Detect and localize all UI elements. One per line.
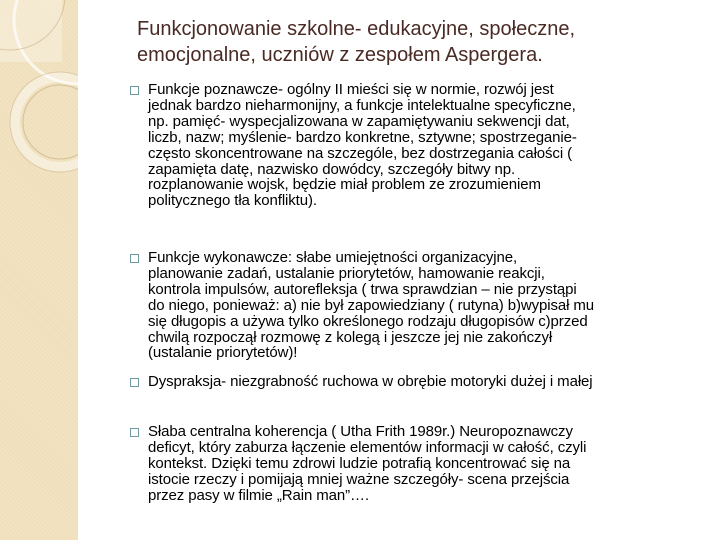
text-line: się długopis a używa tylko określonego rodzaju długopisów c)przed — [148, 312, 588, 330]
text-line: rozplanowanie wojsk, będzie miał problem ze zrozumieniem — [148, 176, 541, 194]
bullet-square-icon — [130, 86, 139, 95]
text-line: istocie rzeczy i pomijają mniej ważne szczegóły- scena przejścia — [148, 470, 570, 488]
bullet-central-coherence — [130, 424, 710, 504]
text-line: Słaba centralna koherencja ( Utha Frith 1989r.) Neuropoznawczy — [148, 423, 573, 440]
text-line: Funkcje wykonawcze: słabe umiejętności organizacyjne, — [148, 249, 518, 266]
text-line: Dyspraksja- niezgrabność ruchowa w obrębie motoryki dużej i małej — [148, 373, 593, 390]
decorative-side-strip — [0, 0, 78, 540]
text-line: chwilą rozpoczął rozmowę z kolegą i jeszcze jej nie zakończył — [148, 328, 553, 346]
bullet-cognitive-functions — [130, 82, 710, 209]
text-line: zapamięta datę, nazwisko dowódcy, szczegóły bitwy np. — [148, 160, 516, 178]
bullet-square-icon — [130, 428, 139, 437]
bullet-executive-functions — [130, 250, 710, 361]
text-line: jednak bardzo nieharmonijny, a funkcje intelektualne specyficzne, — [148, 96, 576, 114]
bullet-dyspraxia — [130, 374, 710, 390]
text-line: przez pasy w filmie „Rain man”…. — [148, 486, 370, 504]
decorative-circles — [0, 0, 78, 540]
slide-title — [137, 16, 707, 68]
text-line: liczb, nazw; myślenie- bardzo konkretne, sztywne; spostrzeganie- — [148, 128, 577, 146]
bullet-square-icon — [130, 378, 139, 387]
text-line: do niego, ponieważ: a) nie był zapowiedziany ( rutyna) b)wypisał mu — [148, 296, 595, 314]
text-line: Funkcje poznawcze- ogólny II mieści się w normie, rozwój jest — [148, 81, 554, 98]
text-line: politycznego tła konfliktu). — [148, 192, 317, 210]
text-line: często skoncentrowane na szczególe, bez dostrzegania całości ( — [148, 144, 573, 162]
title-line: Funkcjonowanie szkolne- edukacyjne, społeczne, — [137, 18, 576, 40]
text-line: (ustalanie priorytetów)! — [148, 344, 298, 362]
text-line: planowanie zadań, ustalanie priorytetów, hamowanie reakcji, — [148, 264, 545, 282]
text-line: kontrola impulsów, autorefleksja ( trwa sprawdzian – nie przystąpi — [148, 280, 577, 298]
text-line: kontekst. Dzięki temu zdrowi ludzie potrafią koncentrować się na — [148, 454, 571, 472]
text-line: deficyt, który zaburza łączenie elementów informacji w całość, czyli — [148, 438, 587, 456]
text-line: np. pamięć- wyspecjalizowana w zapamiętywaniu sekwencji dat, — [148, 112, 570, 130]
title-line: emocjonalne, uczniów z zespołem Aspergera. — [137, 44, 543, 66]
bullet-square-icon — [130, 254, 139, 263]
